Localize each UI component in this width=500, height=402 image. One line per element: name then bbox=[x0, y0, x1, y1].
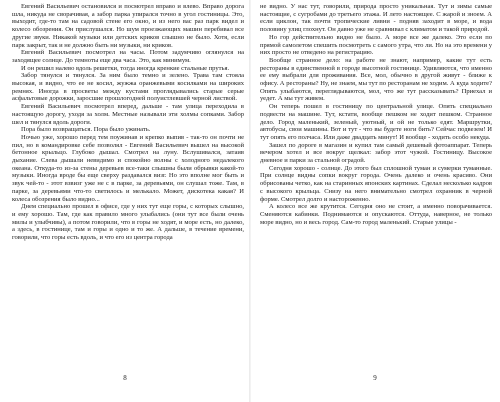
right-paragraph: не видно. У нас тут, говорили, природа просто уникальная. Тут и зимы самые настоящие, с сугробами до третьего этажа. И лето настоящее. С жарой и зноем. А если циклон, так почти тропические ливни - подняв заходит в море, и вода половину улиц глохнут. Он давно уже не сравнивал с климатом и такой природой. bbox=[260, 3, 492, 34]
left-paragraph: Евгений Васильевич посмотрел на часы. Потом задумчиво оглянулся на заходящее солнце. До темноты еще два часа. Это, как минимум. bbox=[12, 49, 244, 64]
page-number-left: 8 bbox=[123, 374, 127, 382]
right-paragraph: Вообще странное дело: на работе не знают, например, какие тут есть рестораны в единственной в городе высотной гостинице. Удивляются, что именно ее ему выбрали для проживания. Все, мол, обычно в другой живут - ближе к офису. А рестораны? Ну, не знаем, мы тут по ресторанам не ходим. А куда ходите? Опять улыбаются, переглядываются, мол, что же тут рассказывать? Приехал и уедет. А мы тут живем. bbox=[260, 56, 492, 103]
right-paragraph: Зашел по дороге в магазин и купил там самый дешевый фотоаппарат. Теперь вечером хотел и все вокруг щелкал: забор этот чужой. Гостиницу. Высокое дневное и парки за стальной оградой. bbox=[260, 141, 492, 165]
right-paragraph: Но гор действительно видно не было. А море все же далеко. Это если по прямой самолетом спешить посмотреть с самого утра, что ли. Но на это времени у них просто не отведено на регистрацию. bbox=[260, 33, 492, 57]
right-paragraph: Он теперь пошел в гостиницу по центральной улице. Опять специально подвести на машине. Тут, кстати, вообще пешком не ходит пешком. Странное дело. Город маленький, зеленый, уютный, и ой не только едят. Маршрутки, автобусы, свои машины. Вот и тут - что вы будете ноги бить? Сейчас подвезем! И тут опять его полчаса. Или даже двадцать минут! И вообще - ходить особо некуда. bbox=[260, 103, 492, 141]
right-paragraph: Сегодня хорошо - солнце. До этого был сплошной туман и сумерки туманные. При солнце видны сопки вокруг города. Очень далеко и очень красиво. Они обрисованы четко, как на старинных японских картинах. Сделал несколько кадров с высокого крыльца. Снизу на него внимательно смотрел охранник в черной форме. Смотрел долго и настороженно. bbox=[260, 164, 492, 203]
right-page bbox=[250, 0, 500, 402]
page-number-right: 9 bbox=[373, 374, 377, 382]
left-paragraph: Днем специально прошел в офисе, где у них тут еще горы, с которых слышно, и ему хорошо. Там, где как правило много улыбались (они тут все были очень милы и улыбчивы), а потом говорили, что в горы не ходят, и море есть, но далеко, а здесь, в гостинице, там и горы и одно и то же. А дальше, в течение времени, говорили, что горы есть вдоль, и что его из центра города bbox=[12, 203, 244, 242]
left-paragraph: Евгений Васильевич посмотрел вперед, дальше - там улица переходила в настоящую дорогу, уходя за холм. Местные называли эти холмы сопками. Забор шел и тянулся вдоль дороги. bbox=[12, 103, 244, 126]
left-paragraph: Ночью уже, хорошо перед тем поужинав и крепко выпив - так-то он почти не пил, но в командировке себе позволял - Евгений Васильевич вышел на высокой бетонное крыльцо. Глубоко дышал. Смотрел на луну. Вслушивался, затаив дыхание. Слева дышали невидимо и спокойно волны с холодного недалекого океана. Откуда-то из-за стены деревьев все-таки слышны были обрывки какой-то музыки. Иногда вроде бы еще сверху раздавался визг. Но это вполне мог быть и звук чей-то - этот взвизг уже не с в парке, за деревьями, он слушал тоже. Там, в парке, за деревьями что-то светилось и мелькало. Может, дискотека какая? И колеса обозрения было видно... bbox=[12, 133, 244, 203]
left-paragraph: Забор тянулся и тянулся. За ним было темно и зелено. Трава там стояла высокая, и видно, что ее не косил, жужжа оранжевыми косилками на широких ремнях. Иногда в просветы между кустами проглядывались старые серые асфальтовые дорожки, заросшие прошлогодней полуистлевшей черной листвой. bbox=[12, 72, 244, 103]
right-paragraph: А колесо все же крутится. Сегодня оно не стоит, а именно поворачивается. Сменяются кабинки. Поднимаются и опускаются. Оттуда, наверное, не только море видно, но и весь город. Сам-то город маленький. Старые улицы - bbox=[260, 203, 492, 226]
left-paragraph: Пора было возвращаться. Пора было ужинать. bbox=[21, 126, 151, 134]
left-paragraph: И он решил налево вдоль решетки, тогда иногда кренкие стальные прутья. bbox=[21, 64, 230, 72]
left-paragraph: Евгений Васильевич остановился и посмотрел вправо и влево. Вправо дорога шла, никуда не сворачивая, а забор парка упирался точно в угол гостиницы. Это, выходит, где-то там на садовой стене его окно, и из него вас раз парк видел и колесо обозрения. Он прислушался. Но шум проезжающих машин перебивал все другие звуки. Никакой музыки или детских криков слышно не было. Хотя, если парк закрыт, так и не должно быть ни музыки, ни криков. bbox=[12, 3, 244, 49]
